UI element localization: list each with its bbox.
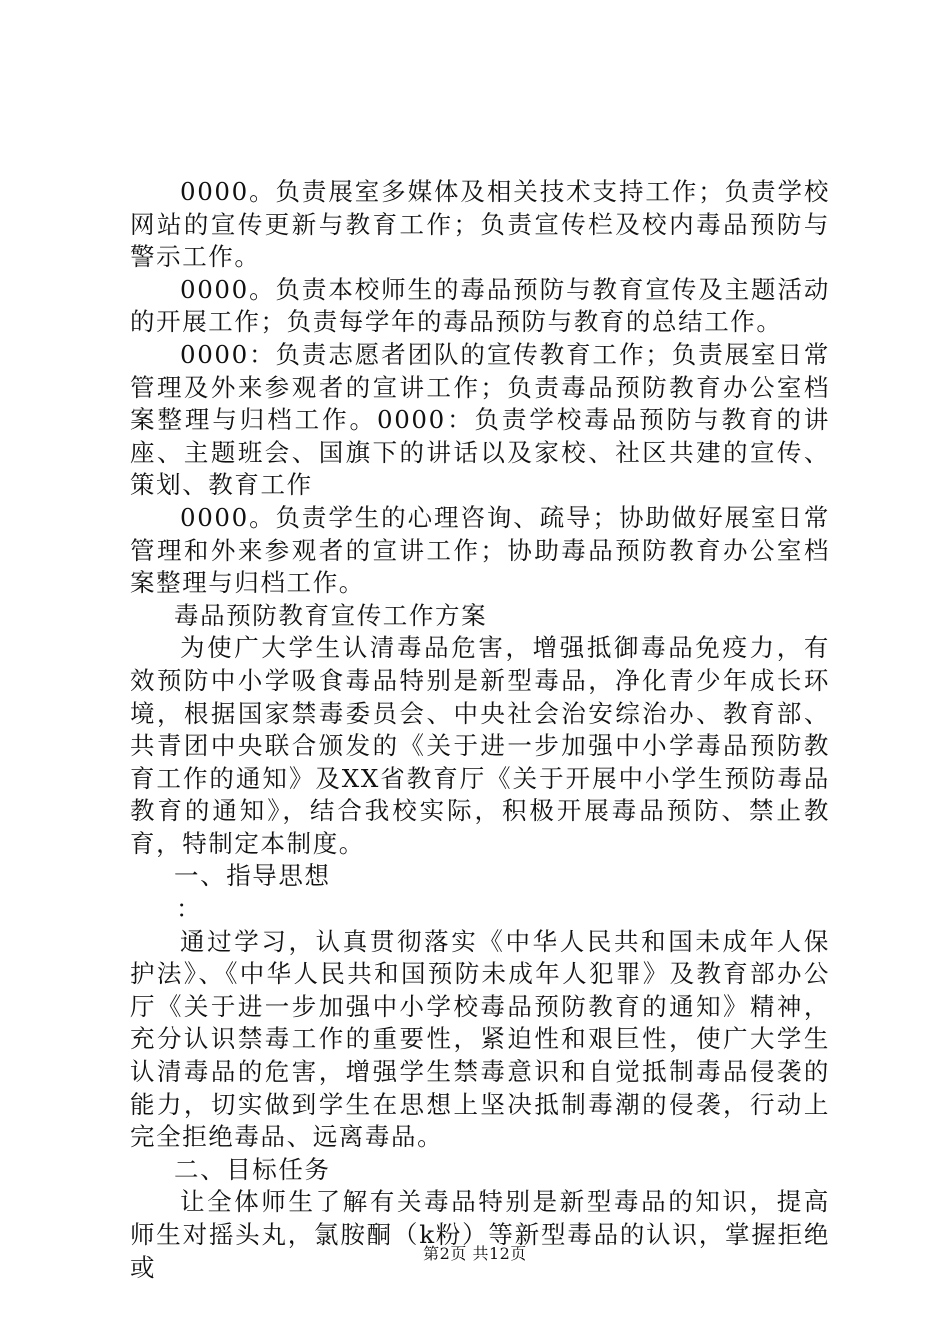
- paragraph-education-activities: 0000。负责本校师生的毒品预防与教育宣传及主题活动的开展工作；负责每学年的毒品预防与教育的总结工作。: [130, 274, 830, 337]
- page-number-footer: 第2页 共12页: [423, 1244, 527, 1263]
- paragraph-psychological-counseling: 0000。负责学生的心理咨询、疏导；协助做好展室日常管理和外来参观者的宣讲工作；协助毒品预防教育办公室档案整理与归档工作。: [130, 502, 830, 598]
- paragraph-media-support: 0000。负责展室多媒体及相关技术支持工作；负责学校网站的宣传更新与教育工作；负责宣传栏及校内毒品预防与警示工作。: [130, 177, 830, 272]
- paragraph-colon: ：: [176, 894, 203, 924]
- section-heading-guiding-ideology: 一、指导思想: [174, 861, 331, 891]
- paragraph-goals: 让全体师生了解有关毒品特别是新型毒品的知识，提高师生对摇头丸，氯胺酮（k粉）等新型毒品的认识，掌握拒绝或: [130, 1187, 830, 1282]
- paragraph-plan-intro: 为使广大学生认清毒品危害，增强抵御毒品免疫力，有效预防中小学吸食毒品特别是新型毒品，净化青少年成长环境，根据国家禁毒委员会、中央社会治安综治办、教育部、共青团中央联合颁发的《关于进一步加强中小学毒品预防教育工作的通知》及XX省教育厅《关于开展中小学生预防毒品教育的通知》，结合我校实际，积极开展毒品预防、禁止教育，特制定本制度。: [130, 633, 830, 858]
- section-heading-goals: 二、目标任务: [174, 1154, 331, 1184]
- section-title-plan: 毒品预防教育宣传工作方案: [174, 600, 488, 630]
- paragraph-guiding-ideology: 通过学习，认真贯彻落实《中华人民共和国未成年人保护法》、《中华人民共和国预防未成年人犯罪》及教育部办公厅《关于进一步加强中小学校毒品预防教育的通知》精神，充分认识禁毒工作的重要性，紧迫性和艰巨性，使广大学生认清毒品的危害，增强学生禁毒意识和自觉抵制毒品侵袭的能力，切实做到学生在思想上坚决抵制毒潮的侵袭，行动上完全拒绝毒品、远离毒品。: [130, 926, 830, 1152]
- document-body: [130, 176, 830, 1284]
- paragraph-volunteer-team: 0000：负责志愿者团队的宣传教育工作；负责展室日常管理及外来参观者的宣讲工作；负责毒品预防教育办公室档案整理与归档工作。0000：负责学校毒品预防与教育的讲座、主题班会、国旗下的讲话以及家校、社区共建的宣传、策划、教育工作: [130, 339, 830, 500]
